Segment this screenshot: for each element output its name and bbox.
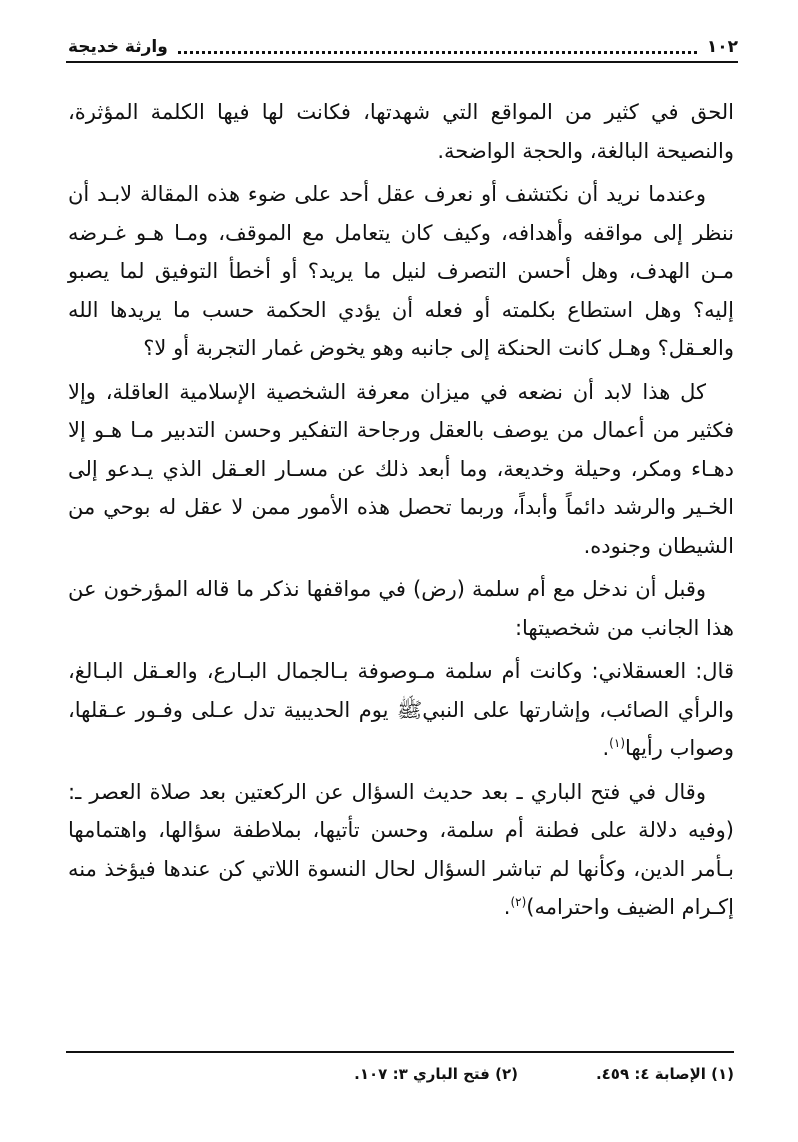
dotted-leader [178,51,697,54]
paragraph-with-footnote [68,652,734,768]
paragraph-text: قال: العسقلاني: وكانت أم سلمة مـوصوفة بـالجمال البـارع، والعـقل البـالغ، والرأي الصائب، وإشارتها على النبيﷺ يوم الحديبية تدل عـلى وفـور عـقلها، وصواب رأيها [68,659,734,760]
footnote-divider [66,1051,734,1053]
sentence-end: . [503,895,511,919]
paragraph: الحق في كثير من المواقع التي شهدتها، فكانت لها فيها الكلمة المؤثرة، والنصيحة البالغة، والحجة الواضحة. [68,100,734,163]
paragraph: وقبل أن ندخل مع أم سلمة (رض) في مواقفها نذكر ما قاله المؤرخون عن هذا الجانب من شخصيتها: [68,577,734,640]
footnote-item: (٢) فتح الباري ٣: ١٠٧. [354,1065,518,1083]
paragraph: وعندما نريد أن نكتشف أو نعرف عقل أحد على ضوء هذه المقالة لابـد أن ننظر إلى مواقفه وأهدافه، وكيف كان يتعامل مع الموقف، ومـا هـو غـرضه مـن الهدف، وهل أحسن التصرف لنيل ما يريد؟ أو أخطأ التوفيق لما يصبو إليه؟ وهل استطاع بكلمته أو فعله أن يؤدي الحكمة حسب ما يريدها الله والعـقل؟ وهـل كانت الحنكة إلى جانبه وهو يخوض غمار التجربة أو لا؟ [68,182,734,360]
paragraph-with-footnote [68,773,734,927]
body-text [68,93,734,932]
footnote-reference[interactable]: (١) [609,736,625,750]
header-divider [66,61,738,63]
running-header [68,30,738,60]
footnote-reference[interactable]: (٢) [510,895,527,909]
sentence-end: . [602,736,610,760]
paragraph: كل هذا لابد أن نضعه في ميزان معرفة الشخصية الإسلامية العاقلة، وإلا فكثير من أعمال من يوصف بالعقل ورجاحة التفكير وحسن التدبير مـا هـو إلا دهـاء ومكر، وحيلة وخديعة، وما أبعد ذلك عن مسـار العـقل الذي يـدعو إلى الخـير والرشد دائماً وأبداً، وربما تحصل هذه الأمور ممن لا عقل له بوحي من الشيطان وجنوده. [68,379,734,558]
page-number: ١٠٢ [706,37,738,57]
footnote-item: (١) الإصابة ٤: ٤٥٩. [595,1065,734,1083]
paragraph-text: وقال في فتح الباري ـ بعد حديث السؤال عن الركعتين بعد صلاة العصر ـ: (وفيه دلالة على فطنة أم سلمة، وحسن تأتيها، بملاطفة سؤالها، واهتمامها بـأمر الدين، وكأنها لم تباشر السؤال لحال النسوة اللاتي كن عندها فيؤخذ منه إكـرام الضيف واحترامه) [68,779,734,919]
footnotes [354,1062,734,1086]
book-title: وارثة خديجة [68,37,168,57]
